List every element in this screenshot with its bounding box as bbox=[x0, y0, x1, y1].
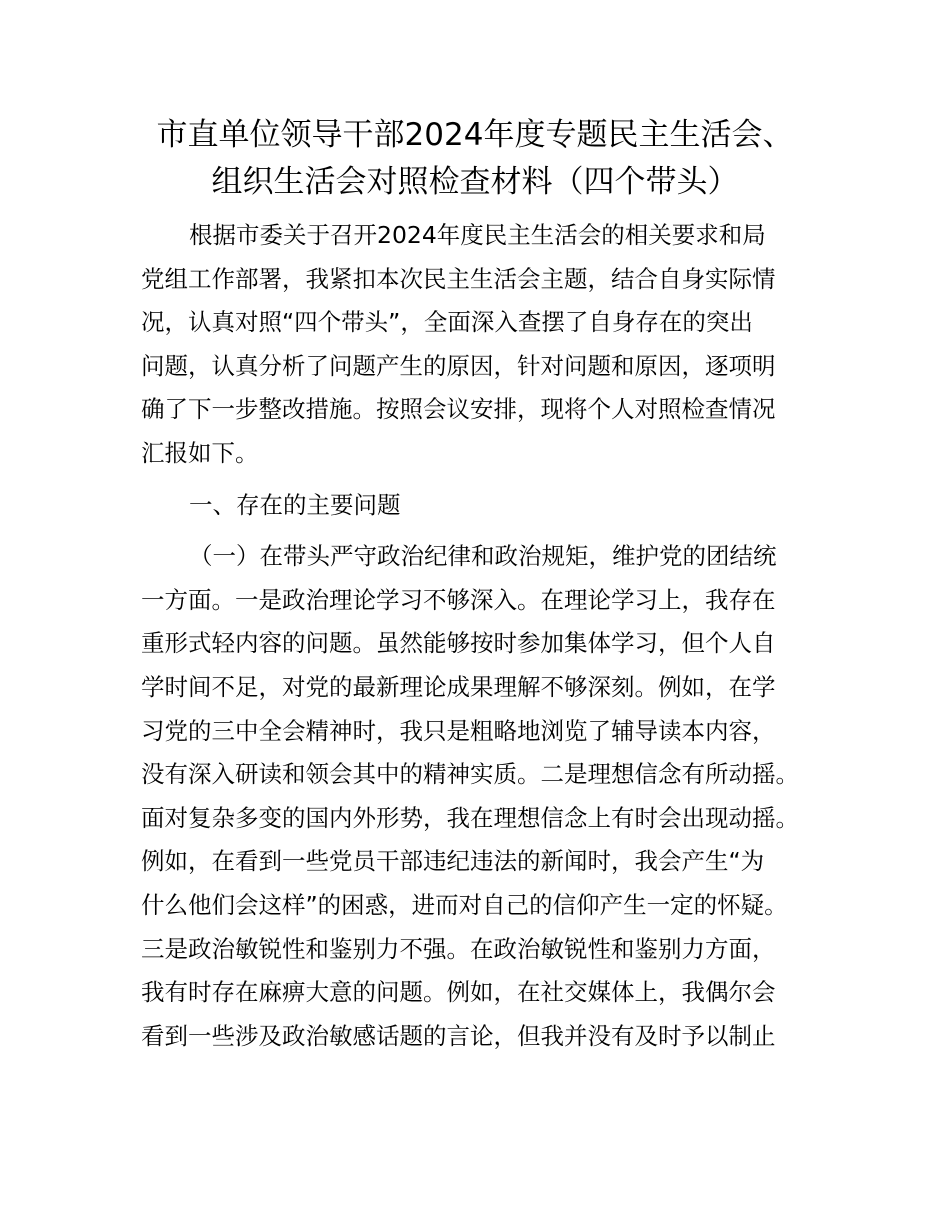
intro-paragraph bbox=[141, 214, 831, 476]
text-line: 况，认真对照“四个带头”，全面深入查摆了自身存在的突出 bbox=[141, 308, 753, 337]
text-line: 党组工作部署，我紧扣本次民主生活会主题，结合自身实际情 bbox=[141, 264, 776, 293]
text-line: 重形式轻内容的问题。虽然能够按时参加集体学习，但个人自 bbox=[141, 629, 776, 658]
text-line: 一方面。一是政治理论学习不够深入。在理论学习上，我存在 bbox=[141, 585, 776, 614]
text-line: 什么他们会这样”的困惑，进而对自己的信仰产生一定的怀疑。 bbox=[141, 890, 788, 919]
text-line: 我有时存在麻痹大意的问题。例如，在社交媒体上，我偶尔会 bbox=[141, 978, 776, 1007]
section-heading: 一、存在的主要问题 bbox=[189, 490, 401, 519]
text-line: 没有深入研读和领会其中的精神实质。二是理想信念有所动摇。 bbox=[141, 760, 799, 789]
text-line: 面对复杂多变的国内外形势，我在理想信念上有时会出现动摇。 bbox=[141, 803, 799, 832]
text-line: 问题，认真分析了问题产生的原因，针对问题和原因，逐项明 bbox=[141, 351, 776, 380]
text-line: 根据市委关于召开2024年度民主生活会的相关要求和局 bbox=[189, 221, 766, 249]
text-line: 看到一些涉及政治敏感话题的言论，但我并没有及时予以制止 bbox=[141, 1021, 776, 1050]
text-line: 三是政治敏锐性和鉴别力不强。在政治敏锐性和鉴别力方面， bbox=[141, 934, 776, 963]
text-line: 汇报如下。 bbox=[141, 438, 259, 467]
text-line: 确了下一步整改措施。按照会议安排，现将个人对照检查情况 bbox=[141, 395, 776, 424]
document-title bbox=[100, 112, 850, 206]
title-line-1: 市直单位领导干部2024年度专题民主生活会、 bbox=[156, 117, 794, 153]
text-line: 学时间不足，对党的最新理论成果理解不够深刻。例如，在学 bbox=[141, 672, 776, 701]
section-1-paragraph bbox=[141, 535, 831, 1058]
text-line: 例如，在看到一些党员干部违纪违法的新闻时，我会产生“为 bbox=[141, 847, 765, 876]
text-line: （一）在带头严守政治纪律和政治规矩，维护党的团结统 bbox=[189, 542, 777, 571]
text-line: 习党的三中全会精神时，我只是粗略地浏览了辅导读本内容， bbox=[141, 716, 776, 745]
title-line-2: 组织生活会对照检查材料（四个带头） bbox=[211, 164, 739, 200]
document-body bbox=[141, 214, 831, 1058]
